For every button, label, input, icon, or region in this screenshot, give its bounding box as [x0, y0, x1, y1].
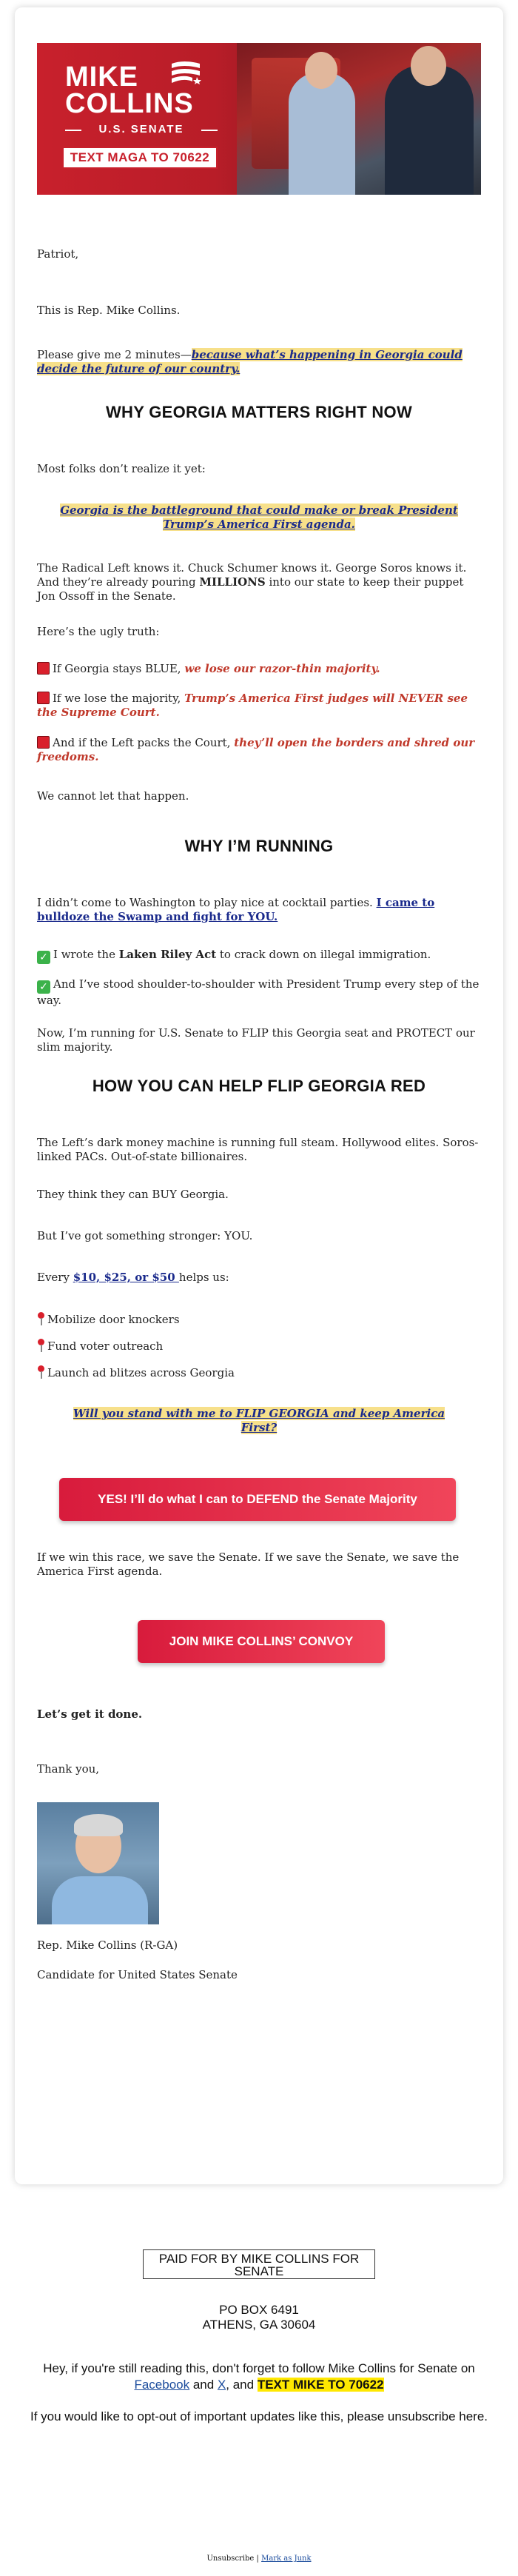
heading-why-running: WHY I’M RUNNING	[184, 837, 334, 855]
signature-name: Rep. Mike Collins (R-GA)	[37, 1938, 178, 1952]
heading-how-help: HOW YOU CAN HELP FLIP GEORGIA RED	[92, 1077, 426, 1095]
facebook-link[interactable]: Facebook	[134, 2378, 190, 2392]
flag-icon	[169, 59, 203, 84]
s2-check-2: ✓ And I’ve stood shoulder-to-shoulder with President Trump every step of the way.	[37, 977, 480, 1007]
s1-callout-link[interactable]: Georgia is the battleground that could make or break President Trump’s America First agenda.	[60, 504, 458, 531]
s1-p3: Here’s the ugly truth:	[37, 625, 160, 638]
defend-majority-button[interactable]: YES! I’ll do what I can to DEFEND the Senate Majority	[59, 1478, 456, 1521]
s3-pin-item: Mobilize door knockers	[37, 1312, 481, 1327]
greeting: Patriot,	[37, 247, 79, 261]
pushpin-icon	[37, 1339, 44, 1352]
s3-p3: But I’ve got something stronger: YOU.	[37, 1229, 253, 1242]
s2-check-1: ✓ I wrote the Laken Riley Act to crack down on illegal immigration.	[37, 948, 481, 964]
banner-text-cta: TEXT MAGA TO 70622	[62, 147, 218, 169]
red-square-icon	[37, 662, 50, 675]
heading-why-georgia: WHY GEORGIA MATTERS RIGHT NOW	[105, 403, 413, 421]
s3-p2: They think they can BUY Georgia.	[37, 1188, 229, 1201]
ask-prefix: Please give me 2 minutes—	[37, 348, 192, 361]
address-line-1: PO BOX 6491	[219, 2303, 299, 2317]
email-card	[15, 7, 503, 2184]
closing-thanks: Thank you,	[37, 1762, 100, 1776]
signature-title: Candidate for United States Senate	[37, 1968, 238, 1981]
paid-for-disclaimer: PAID FOR BY MIKE COLLINS FOR SENATE	[143, 2249, 375, 2279]
mark-as-junk-link[interactable]: Mark as Junk	[261, 2555, 312, 2563]
s2-swamp-link[interactable]: I came to bulldoze the Swamp and fight for YOU.	[37, 896, 435, 923]
footer-address	[0, 2303, 518, 2332]
s3-callout	[37, 1407, 481, 1435]
s1-bullet: If Georgia stays BLUE, we lose our razor-thin majority.	[37, 662, 481, 676]
checkmark-icon: ✓	[37, 951, 50, 964]
s1-callout	[37, 504, 481, 532]
s1-bullet: If we lose the majority, Trump’s America First judges will NEVER see the Supreme Court.	[37, 692, 468, 719]
text-cta-highlight: TEXT MIKE TO 70622	[257, 2378, 384, 2392]
checkmark-icon: ✓	[37, 980, 50, 994]
donation-amount-link[interactable]: $10, $25, or $50	[73, 1271, 179, 1284]
email-content	[37, 43, 481, 1981]
s3-pin-item: Launch ad blitzes across Georgia	[37, 1365, 481, 1380]
red-square-icon	[37, 692, 50, 704]
s1-p2: The Radical Left knows it. Chuck Schumer knows it. George Soros knows it. And they’re already pouring MILLIONS into our state to keep their puppet Jon Ossoff in the Senate.	[37, 561, 467, 603]
banner-office: U.S. SENATE	[98, 123, 184, 136]
s1-p4: We cannot let that happen.	[37, 789, 189, 803]
unsubscribe-label: Unsubscribe	[206, 2555, 255, 2563]
footer-optout: If you would like to opt-out of important updates like this, please unsubscribe here.	[30, 2409, 488, 2423]
join-convoy-button[interactable]: JOIN MIKE COLLINS’ CONVOY	[138, 1620, 385, 1663]
address-line-2: ATHENS, GA 30604	[202, 2318, 316, 2332]
s2-p2: Now, I’m running for U.S. Senate to FLIP this Georgia seat and PROTECT our slim majority.	[37, 1026, 475, 1054]
ask-link[interactable]: because what’s happening in Georgia could decide the future of our country.	[37, 348, 462, 375]
banner-person-right	[385, 65, 474, 195]
campaign-banner[interactable]	[37, 43, 481, 195]
footer-unsubscribe-row: Unsubscribe | Mark as Junk	[206, 2555, 312, 2563]
s2-p1: I didn’t come to Washington to play nice at cocktail parties. I came to bulldoze the Swamp and fight for YOU.	[37, 896, 435, 923]
banner-person-left	[289, 73, 355, 195]
intro-text: This is Rep. Mike Collins.	[37, 304, 181, 317]
pushpin-icon	[37, 1365, 44, 1379]
s3-p4: Every $10, $25, or $50 helps us:	[37, 1271, 229, 1284]
banner-photo	[237, 43, 481, 195]
closing-bold: Let’s get it done.	[37, 1707, 143, 1721]
s3-pin-item: Fund voter outreach	[37, 1339, 481, 1354]
ask-paragraph	[37, 348, 481, 376]
s1-bullet: And if the Left packs the Court, they’ll open the borders and shred our freedoms.	[37, 736, 475, 763]
s3-p1: The Left’s dark money machine is running full steam. Hollywood elites. Soros-linked PACs. Out-of-state billionaires.	[37, 1136, 479, 1163]
banner-divider-right	[201, 130, 218, 131]
s3-callout-link[interactable]: Will you stand with me to FLIP GEORGIA and keep America First?	[73, 1407, 445, 1434]
signature-avatar	[37, 1802, 159, 1924]
s1-p1: Most folks don’t realize it yet:	[37, 462, 206, 475]
s1-p2-bold: MILLIONS	[199, 575, 266, 589]
banner-logo-name: MIKE COLLINS	[65, 61, 194, 119]
s3-p5: If we win this race, we save the Senate. If we save the Senate, we save the America First agenda.	[37, 1550, 460, 1578]
red-square-icon	[37, 736, 50, 749]
x-link[interactable]: X	[217, 2378, 226, 2392]
pushpin-icon	[37, 1312, 44, 1325]
footer-follow: Hey, if you're still reading this, don't forget to follow Mike Collins for Senate on Facebook and X, and TEXT MIKE TO 70622	[43, 2361, 475, 2392]
